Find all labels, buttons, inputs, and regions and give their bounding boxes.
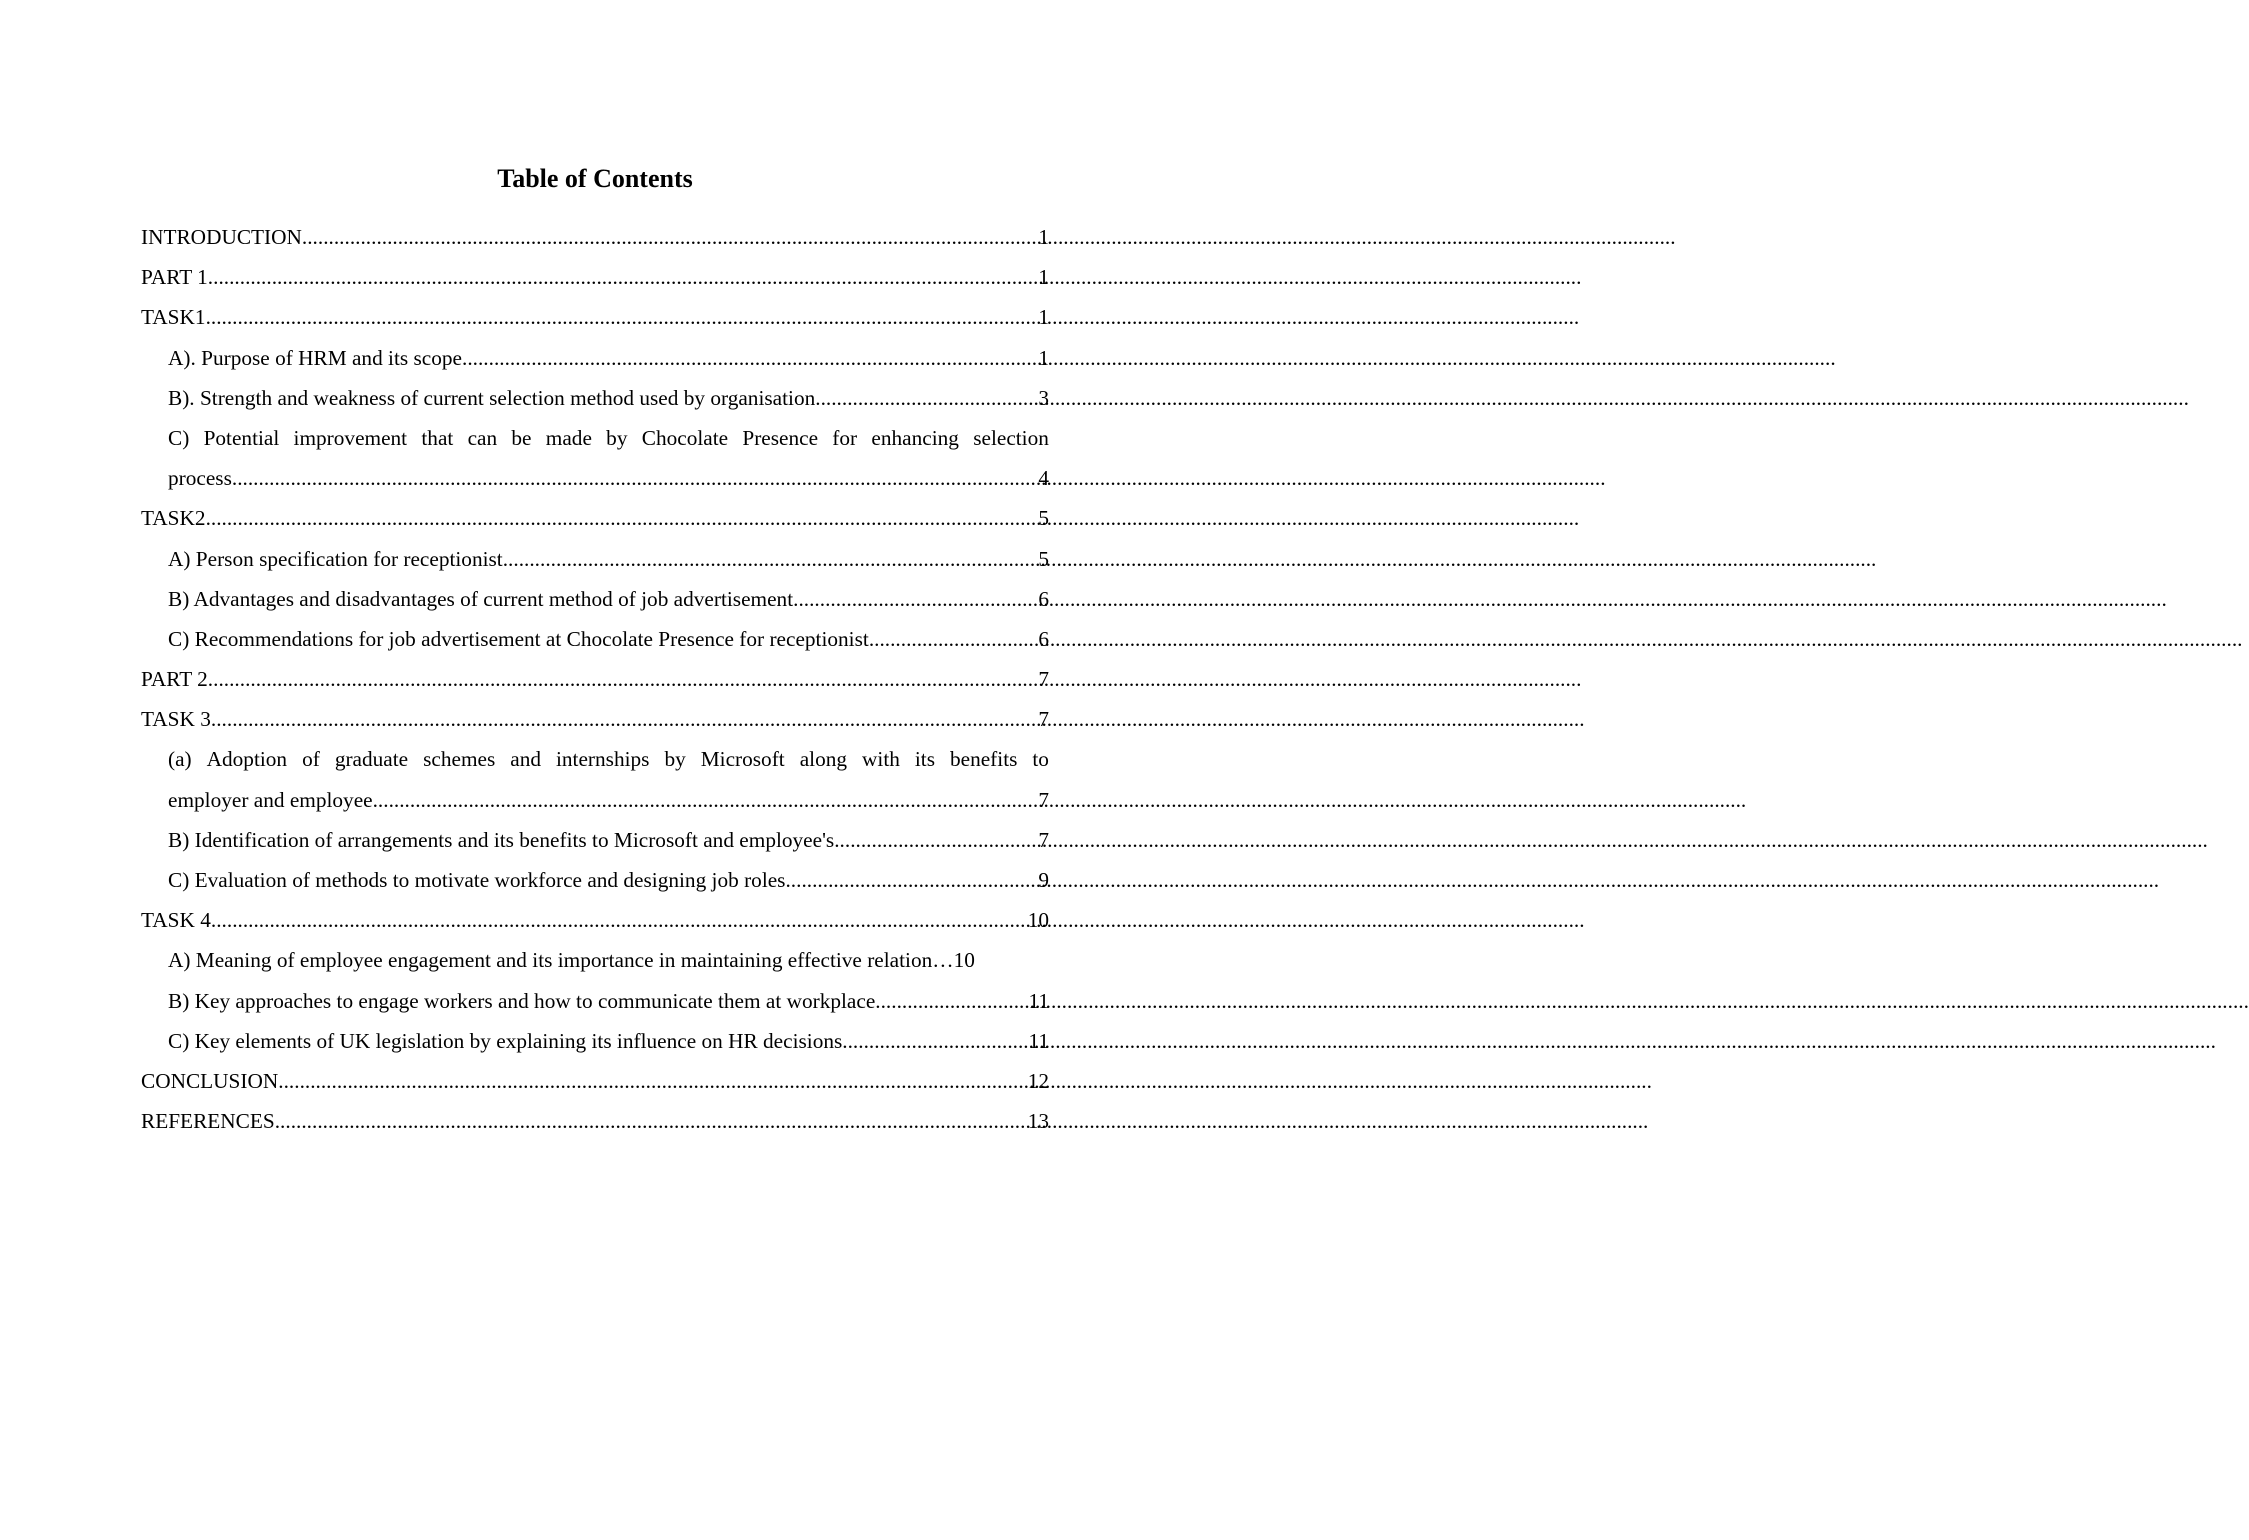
toc-word: along <box>799 747 848 772</box>
toc-word: made <box>545 425 592 450</box>
toc-leader <box>842 1021 1028 1061</box>
toc-leader <box>275 1101 1028 1141</box>
toc-word: of <box>302 747 320 772</box>
toc-list <box>141 217 1049 1141</box>
toc-entry[interactable] <box>141 699 1049 739</box>
toc-page-number: 7 <box>1038 787 1049 812</box>
toc-page-number: 1 <box>1038 225 1049 249</box>
toc-entry-label-line2: process <box>168 466 232 491</box>
toc-entry-label: A). Purpose of HRM and its scope <box>168 345 462 370</box>
toc-page-number: 10 <box>1027 908 1049 933</box>
toc-page-number: 7 <box>1038 667 1049 692</box>
toc-word: and <box>510 747 541 772</box>
toc-page-number: 1 <box>1038 345 1049 370</box>
toc-entry-label: B) Identification of arrangements and its benefits to Microsoft and employee's <box>168 827 835 852</box>
toc-leader <box>211 900 1028 940</box>
toc-title: Table of Contents <box>497 164 693 193</box>
toc-entry[interactable] <box>168 579 1049 619</box>
toc-entry-label: TASK1 <box>141 305 206 330</box>
toc-entry[interactable] <box>168 378 1049 418</box>
toc-leader <box>302 217 1038 257</box>
toc-page-number: 4 <box>1038 466 1049 491</box>
toc-entry-label: REFERENCES <box>141 1109 275 1134</box>
toc-word: enhancing <box>871 425 959 450</box>
toc-word: to <box>1032 747 1049 772</box>
toc-leader <box>869 619 1039 659</box>
toc-leader <box>834 820 1038 860</box>
toc-page-number: 10 <box>953 948 975 973</box>
toc-page-number: 11 <box>1028 988 1049 1013</box>
toc-entry-label-line1 <box>168 739 1049 779</box>
toc-page-number: 7 <box>1038 707 1049 732</box>
toc-word: be <box>511 425 532 450</box>
toc-entry[interactable] <box>141 217 1049 257</box>
toc-leader <box>875 981 1028 1021</box>
toc-entry-label: TASK 4 <box>141 908 211 933</box>
toc-word: with <box>862 747 900 772</box>
toc-leader <box>278 1061 1027 1101</box>
toc-leader <box>785 860 1038 900</box>
toc-entry-label: A) Person specification for receptionist <box>168 546 503 571</box>
toc-page-number: 13 <box>1027 1109 1049 1134</box>
toc-word: for <box>832 425 858 450</box>
toc-entry[interactable] <box>168 739 1049 819</box>
toc-word: that <box>421 425 454 450</box>
toc-leader <box>373 780 1039 820</box>
toc-page-number: 1 <box>1038 305 1049 330</box>
toc-entry-label: TASK 3 <box>141 707 211 732</box>
toc-leader <box>815 378 1038 418</box>
toc-entry-label: C) Recommendations for job advertisement at Chocolate Presence for receptionist <box>168 626 869 651</box>
toc-entry[interactable] <box>141 297 1049 337</box>
toc-entry[interactable] <box>168 1021 1049 1061</box>
toc-entry[interactable] <box>168 539 1049 579</box>
toc-word: improvement <box>293 425 408 450</box>
toc-leader <box>503 539 1039 579</box>
toc-word: schemes <box>423 747 496 772</box>
toc-word: selection <box>973 425 1049 450</box>
toc-entry-label: A) Meaning of employee engagement and its importance in maintaining effective relation <box>168 948 933 973</box>
toc-entry[interactable] <box>168 418 1049 498</box>
toc-page-number: 12 <box>1027 1069 1049 1093</box>
toc-entry-label: B) Advantages and disadvantages of current method of job advertisement <box>168 586 794 611</box>
toc-word: graduate <box>334 747 409 772</box>
toc-entry-label: INTRODUCTION <box>141 225 302 249</box>
toc-leader <box>206 297 1039 337</box>
toc-entry[interactable] <box>168 860 1049 900</box>
toc-entry[interactable] <box>141 900 1049 940</box>
toc-entry[interactable] <box>141 1101 1049 1141</box>
toc-page-number: 3 <box>1038 385 1049 410</box>
toc-page-number: 7 <box>1038 827 1049 852</box>
toc-entry-label: C) Evaluation of methods to motivate workforce and designing job roles <box>168 868 786 893</box>
toc-word: Adoption <box>206 747 288 772</box>
toc-entry[interactable] <box>168 940 1049 980</box>
toc-word: Presence <box>742 425 819 450</box>
toc-word: benefits <box>949 747 1018 772</box>
toc-ellipsis: … <box>932 948 954 973</box>
toc-leader <box>208 659 1039 699</box>
toc-leader <box>793 579 1038 619</box>
toc-page-number: 6 <box>1038 626 1049 651</box>
toc-leader <box>206 498 1039 538</box>
toc-word: C) <box>168 425 190 450</box>
toc-word: Potential <box>203 425 280 450</box>
toc-page-number: 9 <box>1038 868 1049 893</box>
toc-entry[interactable] <box>168 981 1049 1021</box>
toc-entry[interactable] <box>141 257 1049 297</box>
toc-leader <box>462 338 1038 378</box>
toc-word: its <box>914 747 935 772</box>
toc-entry-label: B). Strength and weakness of current selection method used by organisation <box>168 385 816 410</box>
toc-word: by <box>606 425 628 450</box>
toc-leader <box>208 257 1039 297</box>
toc-page-number: 11 <box>1028 1028 1049 1053</box>
toc-page-number: 5 <box>1038 506 1049 531</box>
toc-word: Chocolate <box>641 425 729 450</box>
toc-entry-label: TASK2 <box>141 506 206 531</box>
toc-entry-label: PART 1 <box>141 265 208 290</box>
toc-leader <box>232 458 1038 498</box>
toc-leader <box>211 699 1038 739</box>
toc-entry[interactable] <box>141 498 1049 538</box>
toc-entry[interactable] <box>141 1061 1049 1101</box>
toc-entry-label-line2: employer and employee <box>168 787 373 812</box>
toc-entry-label: C) Key elements of UK legislation by explaining its influence on HR decisions <box>168 1028 843 1053</box>
toc-entry[interactable] <box>168 338 1049 378</box>
toc-entry[interactable] <box>168 820 1049 860</box>
toc-entry-label: CONCLUSION <box>141 1069 279 1093</box>
toc-entry[interactable] <box>141 659 1049 699</box>
toc-page-number: 6 <box>1038 586 1049 611</box>
toc-word: can <box>467 425 498 450</box>
toc-entry[interactable] <box>168 619 1049 659</box>
toc-entry-label: PART 2 <box>141 667 208 692</box>
toc-entry-label-line1 <box>168 418 1049 458</box>
toc-word: internships <box>555 747 650 772</box>
toc-entry-label: B) Key approaches to engage workers and how to communicate them at workplace <box>168 988 876 1013</box>
toc-word: (a) <box>168 747 192 772</box>
toc-word: Microsoft <box>700 747 785 772</box>
toc-page-number: 1 <box>1038 265 1049 290</box>
toc-word: by <box>664 747 686 772</box>
toc-page-number: 5 <box>1038 546 1049 571</box>
